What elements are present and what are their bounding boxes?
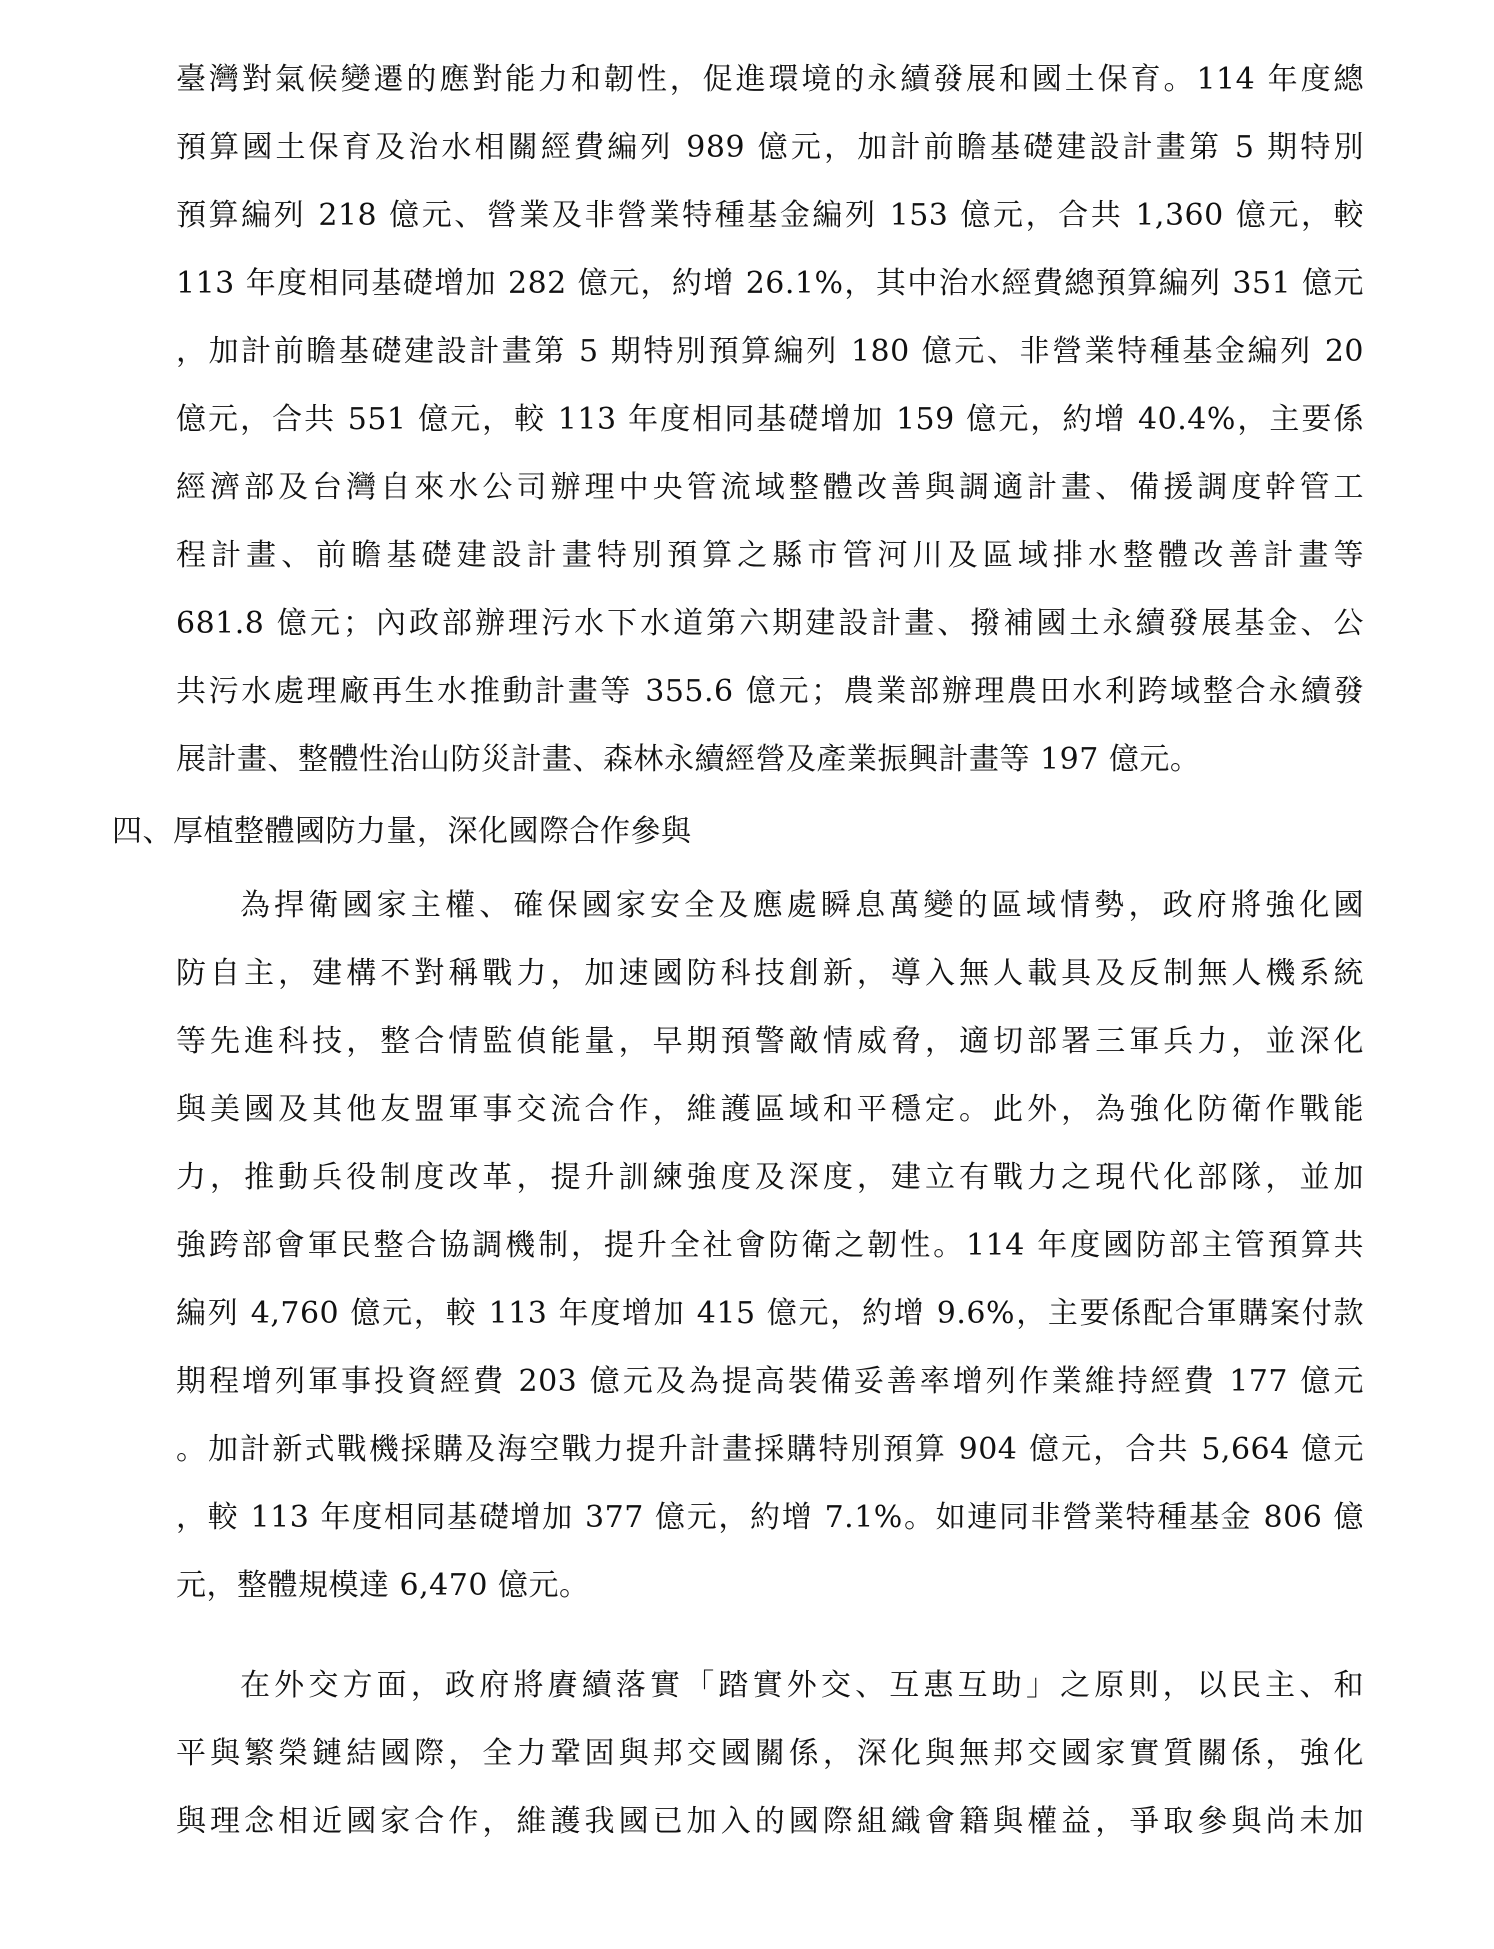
text-line: 強跨部會軍民整合協調機制，提升全社會防衛之韌性。114 年度國防部主管預算共 — [176, 1228, 1364, 1263]
text-line: 113 年度相同基礎增加 282 億元，約增 26.1%，其中治水經費總預算編列 351 億元 — [176, 266, 1364, 301]
text-line: ，加計前瞻基礎建設計畫第 5 期特別預算編列 180 億元、非營業特種基金編列 20 — [176, 334, 1364, 369]
text-line: 元，整體規模達 6,470 億元。 — [176, 1568, 590, 1603]
text-line: 。加計新式戰機採購及海空戰力提升計畫採購特別預算 904 億元，合共 5,664 億元 — [176, 1432, 1364, 1467]
text-line: 力，推動兵役制度改革，提升訓練強度及深度，建立有戰力之現代化部隊，並加 — [176, 1160, 1364, 1195]
section-heading: 四、厚植整體國防力量，深化國際合作參與 — [112, 814, 692, 849]
text-line: 編列 4,760 億元，較 113 年度增加 415 億元，約增 9.6%，主要係配合軍購案付款 — [176, 1296, 1364, 1331]
text-line: 在外交方面，政府將賡續落實「踏實外交、互惠互助」之原則，以民主、和 — [240, 1668, 1364, 1703]
text-line: 共污水處理廠再生水推動計畫等 355.6 億元；農業部辦理農田水利跨域整合永續發 — [176, 674, 1364, 709]
text-line: 等先進科技，整合情監偵能量，早期預警敵情威脅，適切部署三軍兵力，並深化 — [176, 1024, 1364, 1059]
text-line: 期程增列軍事投資經費 203 億元及為提高裝備妥善率增列作業維持經費 177 億元 — [176, 1364, 1364, 1399]
text-line: 預算編列 218 億元、營業及非營業特種基金編列 153 億元，合共 1,360 億元，較 — [176, 198, 1364, 233]
text-line: 經濟部及台灣自來水公司辦理中央管流域整體改善與調適計畫、備援調度幹管工 — [176, 470, 1364, 505]
text-line: 預算國土保育及治水相關經費編列 989 億元，加計前瞻基礎建設計畫第 5 期特別 — [176, 130, 1364, 165]
text-line: 展計畫、整體性治山防災計畫、森林永續經營及產業振興計畫等 197 億元。 — [176, 742, 1201, 777]
text-line: 與理念相近國家合作，維護我國已加入的國際組織會籍與權益，爭取參與尚未加 — [176, 1804, 1364, 1839]
text-line: 億元，合共 551 億元，較 113 年度相同基礎增加 159 億元，約增 40.4%，主要係 — [176, 402, 1364, 437]
text-line: 為捍衛國家主權、確保國家安全及應處瞬息萬變的區域情勢，政府將強化國 — [240, 888, 1364, 923]
text-line: ，較 113 年度相同基礎增加 377 億元，約增 7.1%。如連同非營業特種基金 806 億 — [176, 1500, 1364, 1535]
text-line: 防自主，建構不對稱戰力，加速國防科技創新，導入無人載具及反制無人機系統 — [176, 956, 1364, 991]
text-line: 平與繁榮鏈結國際，全力鞏固與邦交國關係，深化與無邦交國家實質關係，強化 — [176, 1736, 1364, 1771]
text-line: 程計畫、前瞻基礎建設計畫特別預算之縣市管河川及區域排水整體改善計畫等 — [176, 538, 1364, 573]
text-line: 與美國及其他友盟軍事交流合作，維護區域和平穩定。此外，為強化防衛作戰能 — [176, 1092, 1364, 1127]
text-line: 臺灣對氣候變遷的應對能力和韌性，促進環境的永續發展和國土保育。114 年度總 — [176, 62, 1364, 97]
text-line: 681.8 億元；內政部辦理污水下水道第六期建設計畫、撥補國土永續發展基金、公 — [176, 606, 1364, 641]
